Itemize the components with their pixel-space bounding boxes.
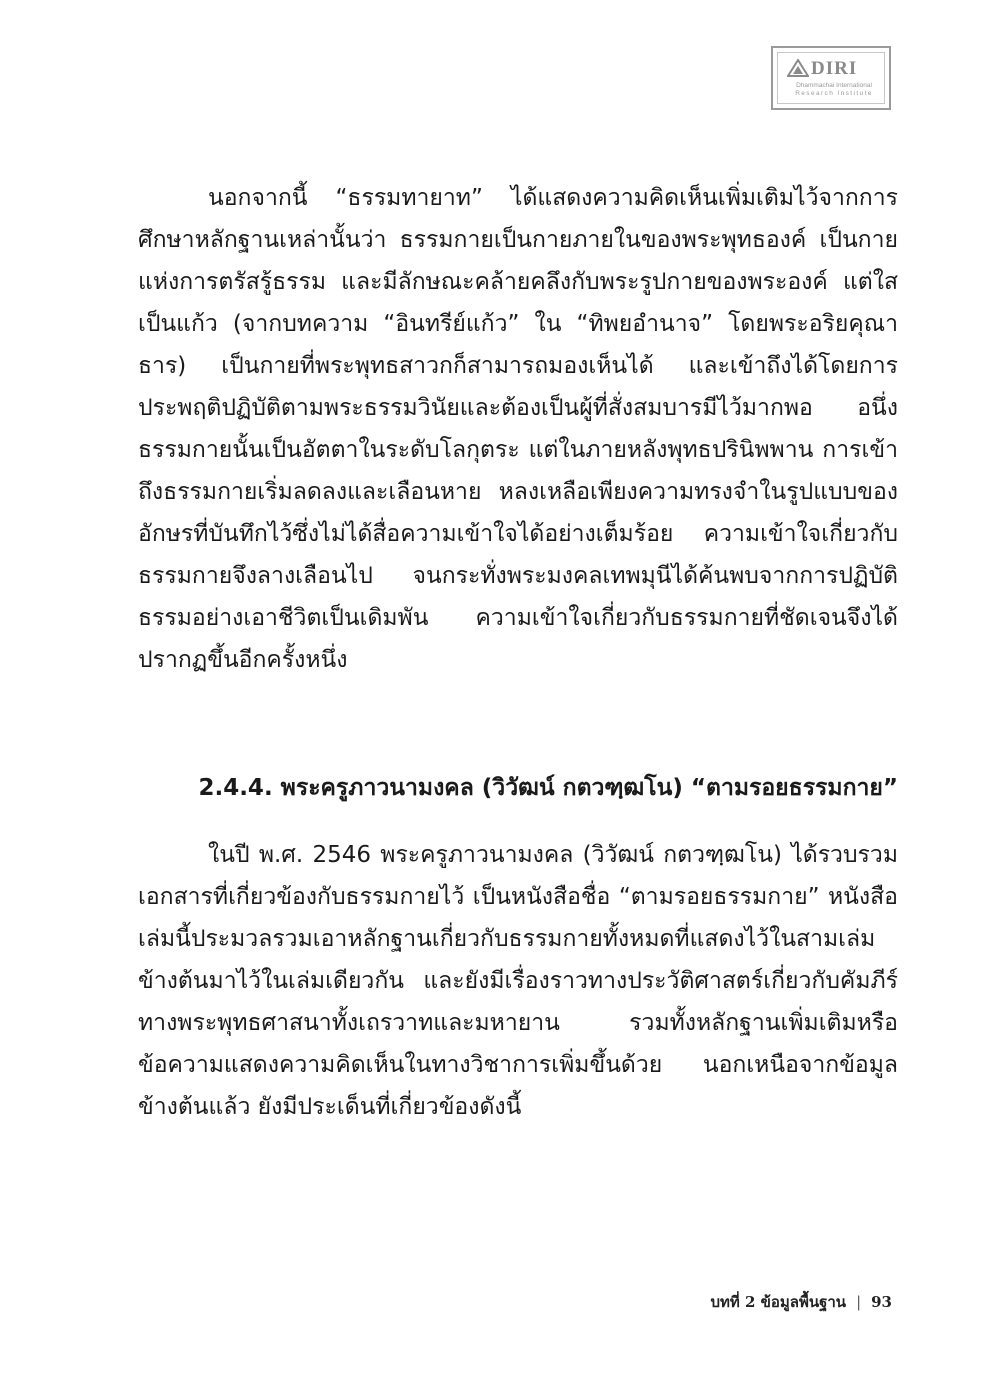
paragraph-1-text: นอกจากนี้ “ธรรมทายาท” ได้แสดงความคิดเห็นเพิ่มเติมไว้จากการศึกษาหลักฐานเหล่านั้นว่า ธรรมกายเป็นกายภายในของพระพุทธองค์ เป็นกายแห่งการตรัสรู้ธรรม และมีลักษณะคล้ายคลึงกับพระรูปกายของพระองค์ แต่ใสเป็นแก้ว (จากบทความ “อินทรีย์แก้ว” ใน “ทิพยอำนาจ” โดยพระอริยคุณาธาร) เป็นกายที่พระพุทธสาวกก็สามารถมองเห็นได้ และเข้าถึงได้โดยการประพฤติปฏิบัติตามพระธรรมวินัยและต้องเป็นผู้ที่สั่งสมบารมีไว้มากพอ อนึ่ง ธรรมกายนั้นเป็นอัตตาในระดับโลกุตระ แต่ในภายหลังพุทธปรินิพพาน การเข้าถึงธรรมกายเริ่มลดลงและเลือนหาย หลงเหลือเพียงความทรงจำในรูปแบบของอักษรที่บันทึกไว้ซึ่งไม่ได้สื่อความเข้าใจได้อย่างเต็มร้อย ความเข้าใจเกี่ยวกับธรรมกายจึงลางเลือนไป จนกระทั่งพระมงคลเทพมุนีได้ค้นพบจากการปฏิบัติธรรมอย่างเอาชีวิตเป็นเดิมพัน ความเข้าใจเกี่ยวกับธรรมกายที่ชัดเจนจึงได้ปรากฏขึ้นอีกครั้งหนึ่ง — [138, 185, 898, 673]
page-footer — [710, 1290, 892, 1314]
logo-subtitle-line1: Dhammachai International — [796, 82, 872, 89]
triangle-logo-icon — [787, 59, 809, 77]
chapter-title: บทที่ 2 ข้อมูลพื้นฐาน — [710, 1293, 847, 1311]
logo-name: DIRI — [811, 58, 858, 79]
footer-separator: | — [856, 1293, 862, 1311]
paragraph-2 — [138, 834, 898, 1128]
page-number: 93 — [871, 1293, 892, 1311]
paragraph-1 — [138, 177, 898, 681]
logo-subtitle-line2: Research Institute — [795, 90, 873, 97]
diri-logo — [771, 46, 891, 110]
paragraph-2-text: ในปี พ.ศ. 2546 พระครูภาวนามงคล (วิวัฒน์ กตวฑฺฒโน) ได้รวบรวมเอกสารที่เกี่ยวข้องกับธรรมกายไว้ เป็นหนังสือชื่อ “ตามรอยธรรมกาย” หนังสือเล่มนี้ประมวลรวมเอาหลักฐานเกี่ยวกับธรรมกายทั้งหมดที่แสดงไว้ในสามเล่มข้างต้นมาไว้ในเล่มเดียวกัน และยังมีเรื่องราวทางประวัติศาสตร์เกี่ยวกับคัมภีร์ทางพระพุทธศาสนาทั้งเถรวาทและมหายาน รวมทั้งหลักฐานเพิ่มเติมหรือข้อความแสดงความคิดเห็นในทางวิชาการเพิ่มขึ้นด้วย นอกเหนือจากข้อมูลข้างต้นแล้ว ยังมีประเด็นที่เกี่ยวข้องดังนี้ — [138, 842, 898, 1120]
section-heading: 2.4.4. พระครูภาวนามงคล (วิวัฒน์ กตวฑฺฒโน) “ตามรอยธรรมกาย” — [198, 775, 898, 801]
